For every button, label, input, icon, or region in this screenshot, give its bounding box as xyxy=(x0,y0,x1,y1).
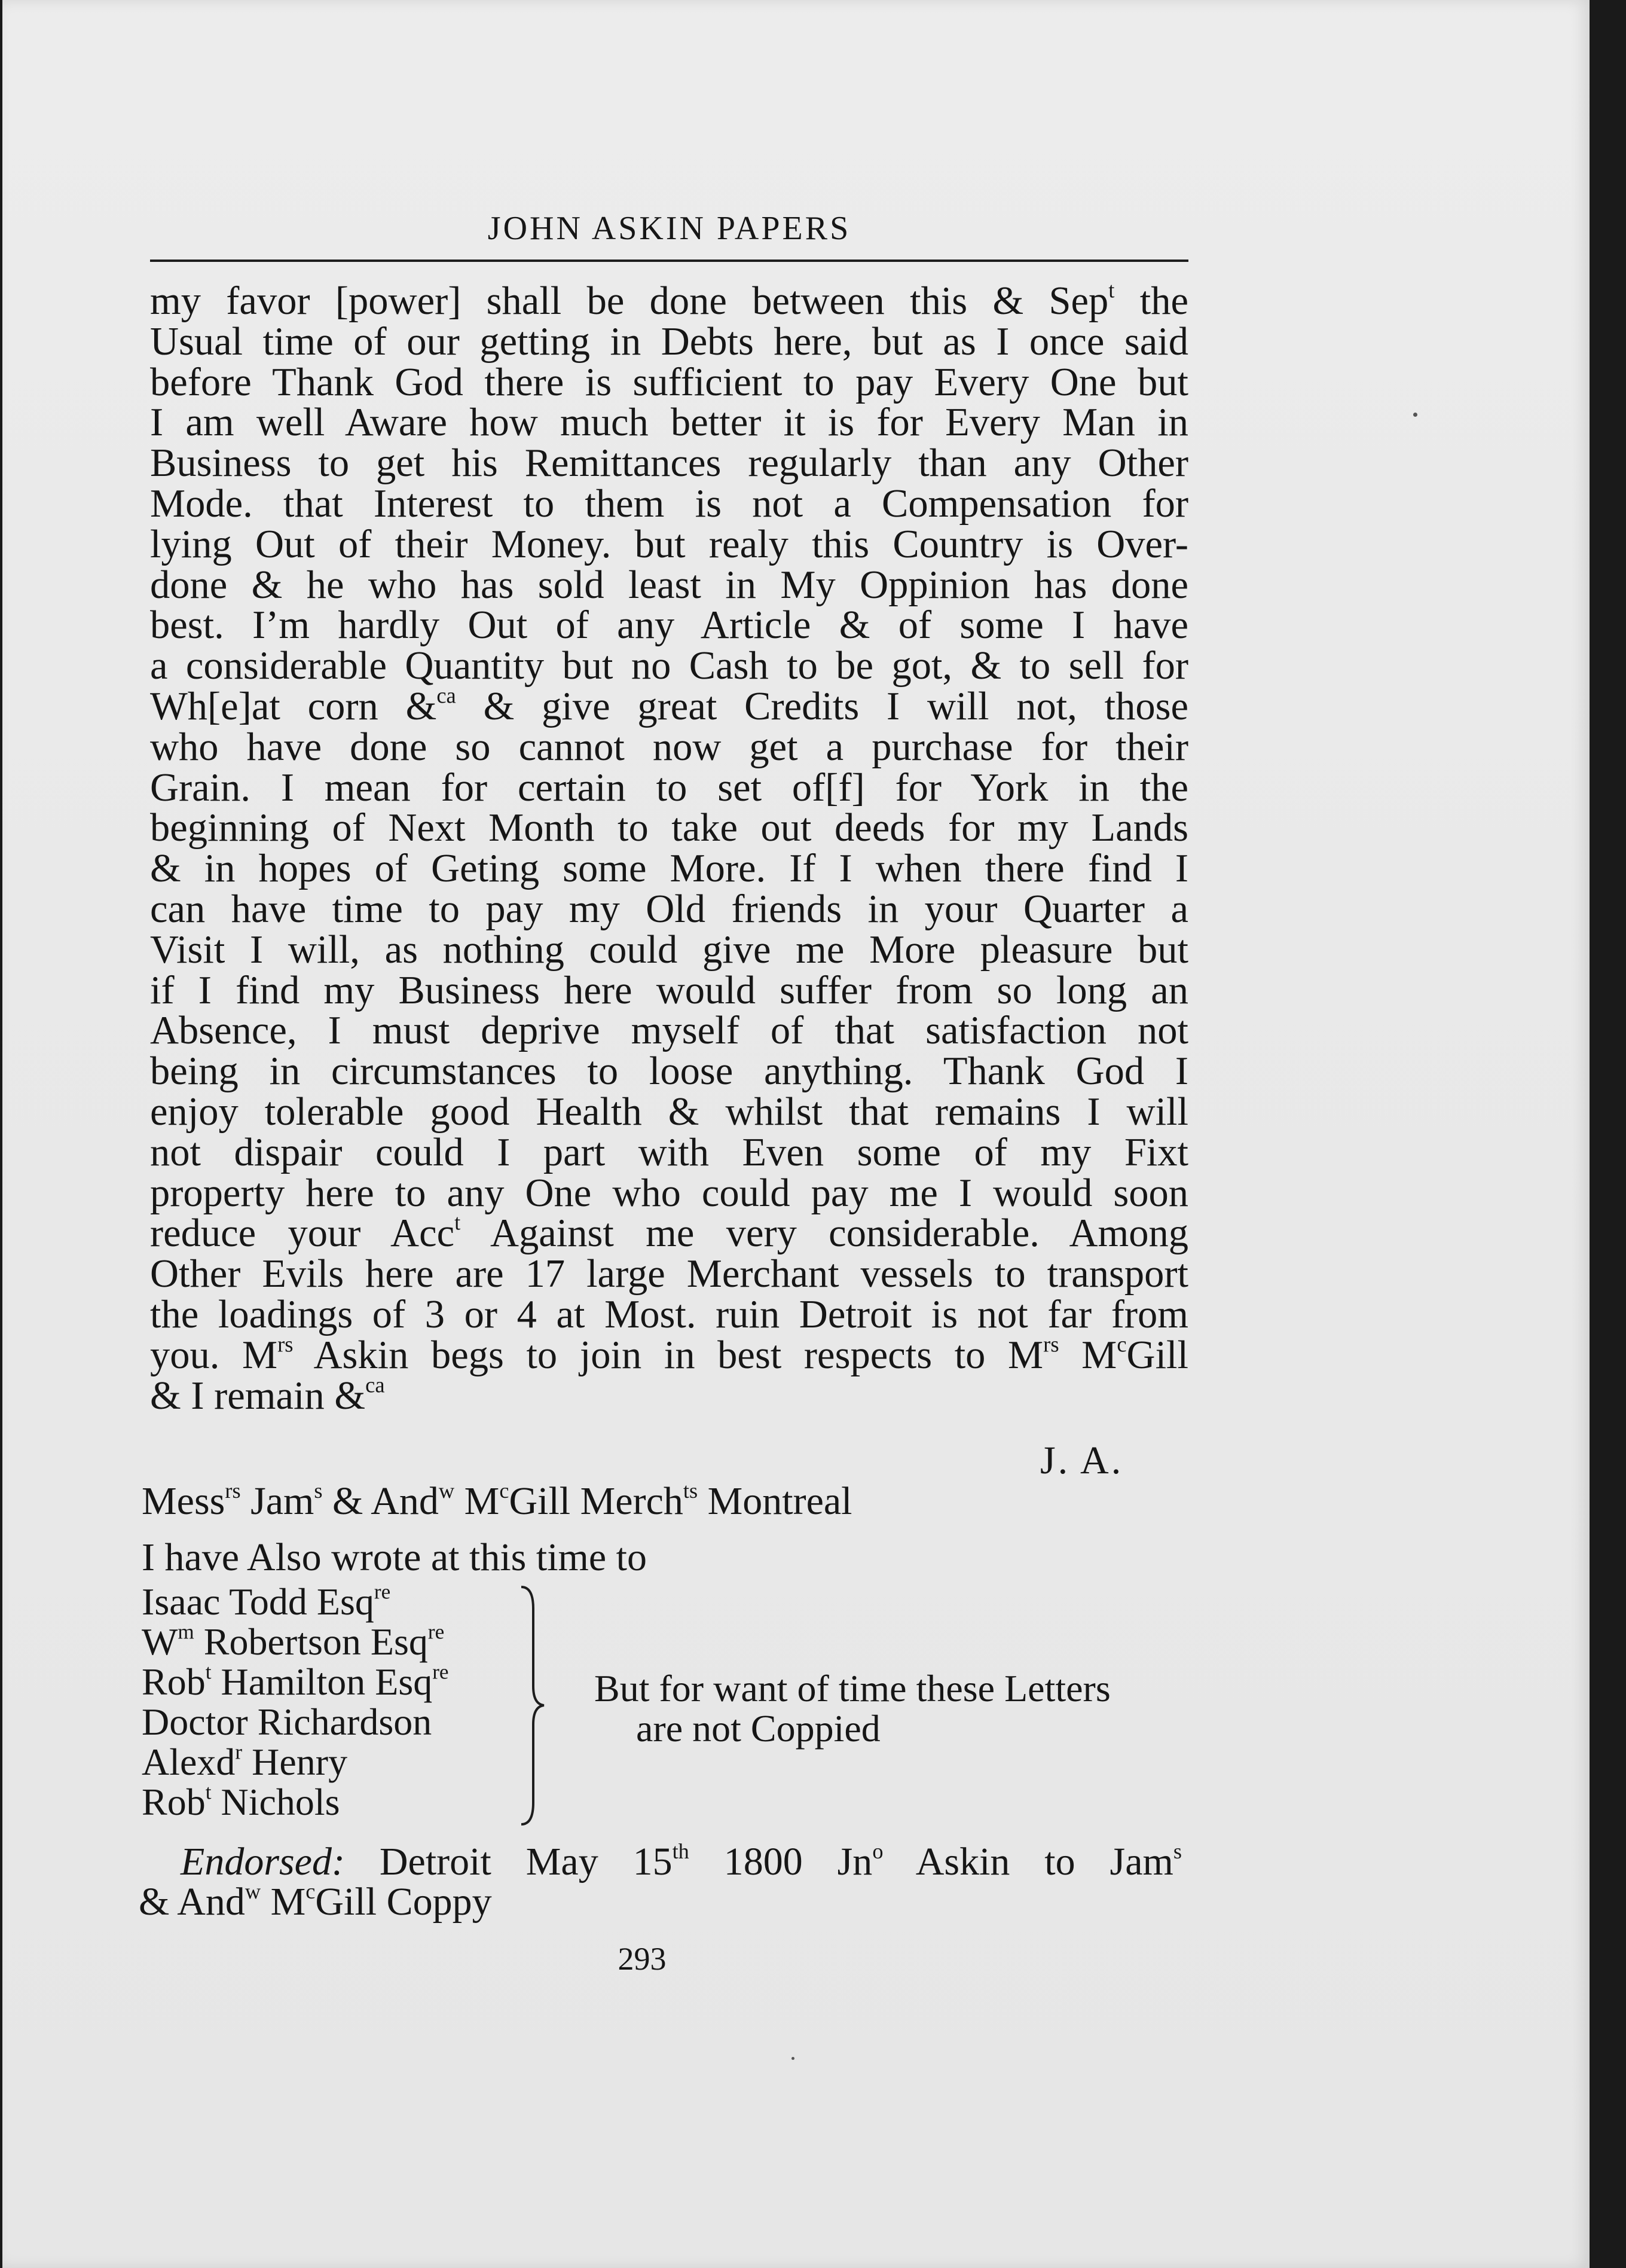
letter-line: not dispair could I part with Even some of my Fixt xyxy=(150,1130,1188,1174)
letter-line: & I remain &$^{ca}$ xyxy=(150,1372,385,1418)
letter-line: reduce your Acc$^t$ Against me very considerable. Among xyxy=(150,1210,1188,1256)
recipient-item: Doctor Richardson xyxy=(142,1701,432,1743)
letter-line: done & he who has sold least in My Oppinion has done xyxy=(150,563,1188,607)
endorsement-label: Endorsed: xyxy=(181,1840,345,1884)
header-rule xyxy=(150,260,1188,262)
letter-line: Usual time of our getting in Debts here, but as I once said xyxy=(150,319,1188,364)
note-line-2: are not Coppied xyxy=(636,1707,881,1750)
recipient-list xyxy=(142,1582,449,1822)
page-paper xyxy=(2,0,1590,2268)
letter-line: Mode. that Interest to them is not a Compensation for xyxy=(150,481,1188,526)
letter-line: property here to any One who could pay me I would soon xyxy=(150,1171,1188,1215)
speck xyxy=(791,2057,794,2060)
letter-line: Absence, I must deprive myself of that satisfaction not xyxy=(150,1009,1188,1053)
letter-line: Wh[e]at corn &$^{ca}$ & give great Credits I will not, those xyxy=(150,683,1188,728)
right-brace xyxy=(516,1585,552,1827)
letter-line: you. $M^{rs}$ Askin begs to join in best respects to $M^{rs}$ $M^cGill$ xyxy=(150,1332,1188,1377)
letter-line: enjoy tolerable good Health & whilst that remains I will xyxy=(150,1089,1188,1134)
letter-line: beginning of Next Month to take out deeds for my Lands xyxy=(150,806,1188,850)
address-line: Mess$^{rs}$ Jam$^s$ & And$^w$ $M^cGill$ Merch$^{ts}$ Montreal xyxy=(142,1478,852,1523)
page-number: 293 xyxy=(618,1941,667,1977)
letter-line: lying Out of their Money. but realy this Country is Over- xyxy=(150,522,1188,566)
recipient-item: Alexd$^r$ Henry xyxy=(142,1740,348,1783)
letter-line: the loadings of 3 or 4 at Most. ruin Detroit is not far from xyxy=(150,1292,1188,1336)
letter-line: being in circumstances to loose anything. Thank God I xyxy=(150,1049,1188,1094)
endorsement-text: Detroit May 15th 1800 Jn$^o$ Askin to Jam$^s$ xyxy=(379,1839,1182,1884)
endorsement-line-2: & And$^w$ $M^cGill$ Coppy xyxy=(139,1879,492,1924)
recipient-item: $W^m$ Robertson Esq$^{re}$ xyxy=(142,1620,445,1663)
recipient-item: Rob$^t$ Hamilton Esq$^{re}$ xyxy=(142,1660,449,1703)
letter-line: I am well Aware how much better it is for Every Man in xyxy=(150,401,1188,445)
letter-line: before Thank God there is sufficient to pay Every One but xyxy=(150,360,1188,404)
endorsement-line-1 xyxy=(139,1839,1182,1884)
letter-line: Business to get his Remittances regularly than any Other xyxy=(150,441,1188,486)
uncopied-note xyxy=(594,1668,1111,1748)
endorsement xyxy=(139,1839,1182,1924)
letter-line: & in hopes of Geting some More. If I when there find I xyxy=(150,847,1188,891)
speck xyxy=(1413,413,1417,417)
also-wrote-line: I have Also wrote at this time to xyxy=(142,1536,647,1579)
letter-line: my favor [power] shall be done between this & Sep$^t$ the xyxy=(150,277,1188,323)
letter-line: Visit I will, as nothing could give me More pleasure but xyxy=(150,927,1188,972)
letter-line: Other Evils here are 17 large Merchant vessels to transport xyxy=(150,1252,1188,1296)
signature: J. A. xyxy=(1040,1439,1124,1482)
running-header: JOHN ASKIN PAPERS xyxy=(487,210,851,247)
letter-body xyxy=(150,277,1188,1418)
recipient-item: Isaac Todd Esq$^{re}$ xyxy=(142,1580,391,1623)
letter-line: if I find my Business here would suffer from so long an xyxy=(150,968,1188,1012)
letter-line: can have time to pay my Old friends in your Quarter a xyxy=(150,887,1188,931)
note-line-1: But for want of time these Letters xyxy=(594,1667,1111,1710)
letter-line: a considerable Quantity but no Cash to be got, & to sell for xyxy=(150,644,1188,688)
letter-line: best. I’m hardly Out of any Article & of some I have xyxy=(150,603,1188,648)
letter-line: Grain. I mean for certain to set of[f] for York in the xyxy=(150,765,1188,810)
letter-line: who have done so cannot now get a purchase for their xyxy=(150,725,1188,769)
recipient-item: Rob$^t$ Nichols xyxy=(142,1780,340,1823)
